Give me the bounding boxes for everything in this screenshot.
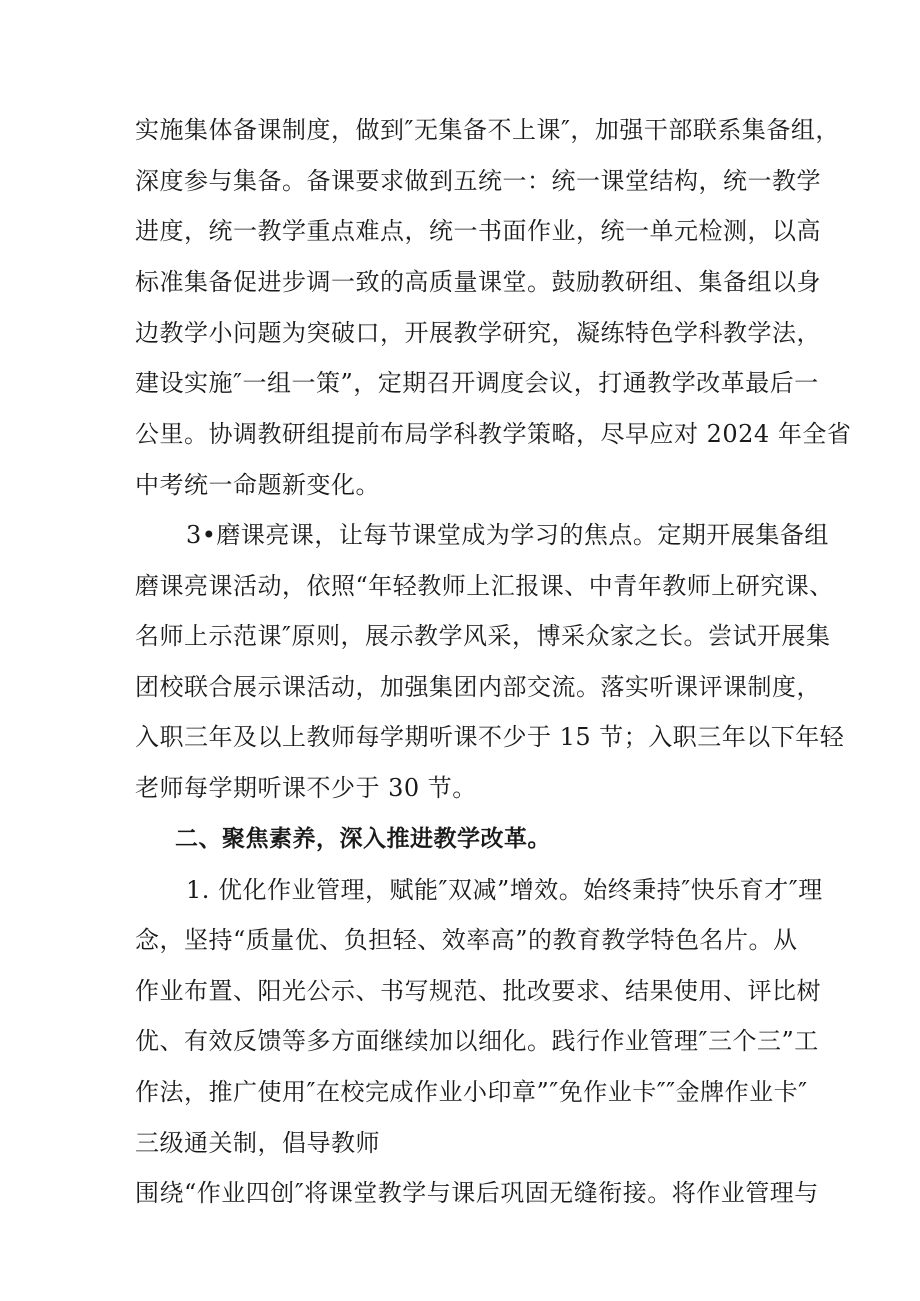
section-heading: 二、聚焦素养，深入推进教学改革。 [175,826,551,852]
text-line: 优、有效反馈等多方面继续加以细化。践行作业管理″三个三”工 [135,1027,819,1055]
text-line: 进度，统一教学重点难点，统一书面作业，统一单元检测，以高 [135,217,821,245]
text-line: 边教学小问题为突破口，开展教学研究，凝练特色学科教学法， [135,319,821,347]
text-line: 磨课亮课活动，依照“年轻教师上汇报课、中青年教师上研究课、 [135,572,834,600]
text-line: 作法，推广使用″在校完成作业小印章”″免作业卡″″金牌作业卡″ [135,1078,808,1106]
text-line: 1. 优化作业管理，赋能″双减”增效。始终秉持″快乐育才″理 [186,876,823,904]
text-line: 深度参与集备。备课要求做到五统一：统一课堂结构，统一教学 [135,167,821,195]
text-line: 公里。协调教研组提前布局学科教学策略，尽早应对 2024 年全省 [135,420,852,448]
text-line: 入职三年及以上教师每学期听课不少于 15 节；入职三年以下年轻 [135,723,845,751]
text-line: 念，坚持“质量优、负担轻、效率高”的教育教学特色名片。从 [135,926,798,954]
text-line: 中考统一命题新变化。 [135,471,380,499]
text-line: 实施集体备课制度，做到″无集备不上课″，加强干部联系集备组， [135,116,840,144]
text-line: 3•磨课亮课，让每节课堂成为学习的焦点。定期开展集备组 [186,521,829,549]
text-line: 老师每学期听课不少于 30 节。 [135,774,477,802]
text-line: 名师上示范课″原则，展示教学风采，博采众家之长。尝试开展集 [135,622,831,650]
text-line: 标准集备促进步调一致的高质量课堂。鼓励教研组、集备组以身 [135,268,821,296]
text-line: 团校联合展示课活动，加强集团内部交流。落实听课评课制度， [135,673,821,701]
text-line: 建设实施″一组一策”，定期召开调度会议，打通教学改革最后一 [135,369,819,397]
text-line: 围绕“作业四创″将课堂教学与课后巩固无缝衔接。将作业管理与 [135,1179,819,1207]
text-line: 作业布置、阳光公示、书写规范、批改要求、结果使用、评比树 [135,977,821,1005]
text-line: 三级通关制，倡导教师 [135,1129,380,1157]
